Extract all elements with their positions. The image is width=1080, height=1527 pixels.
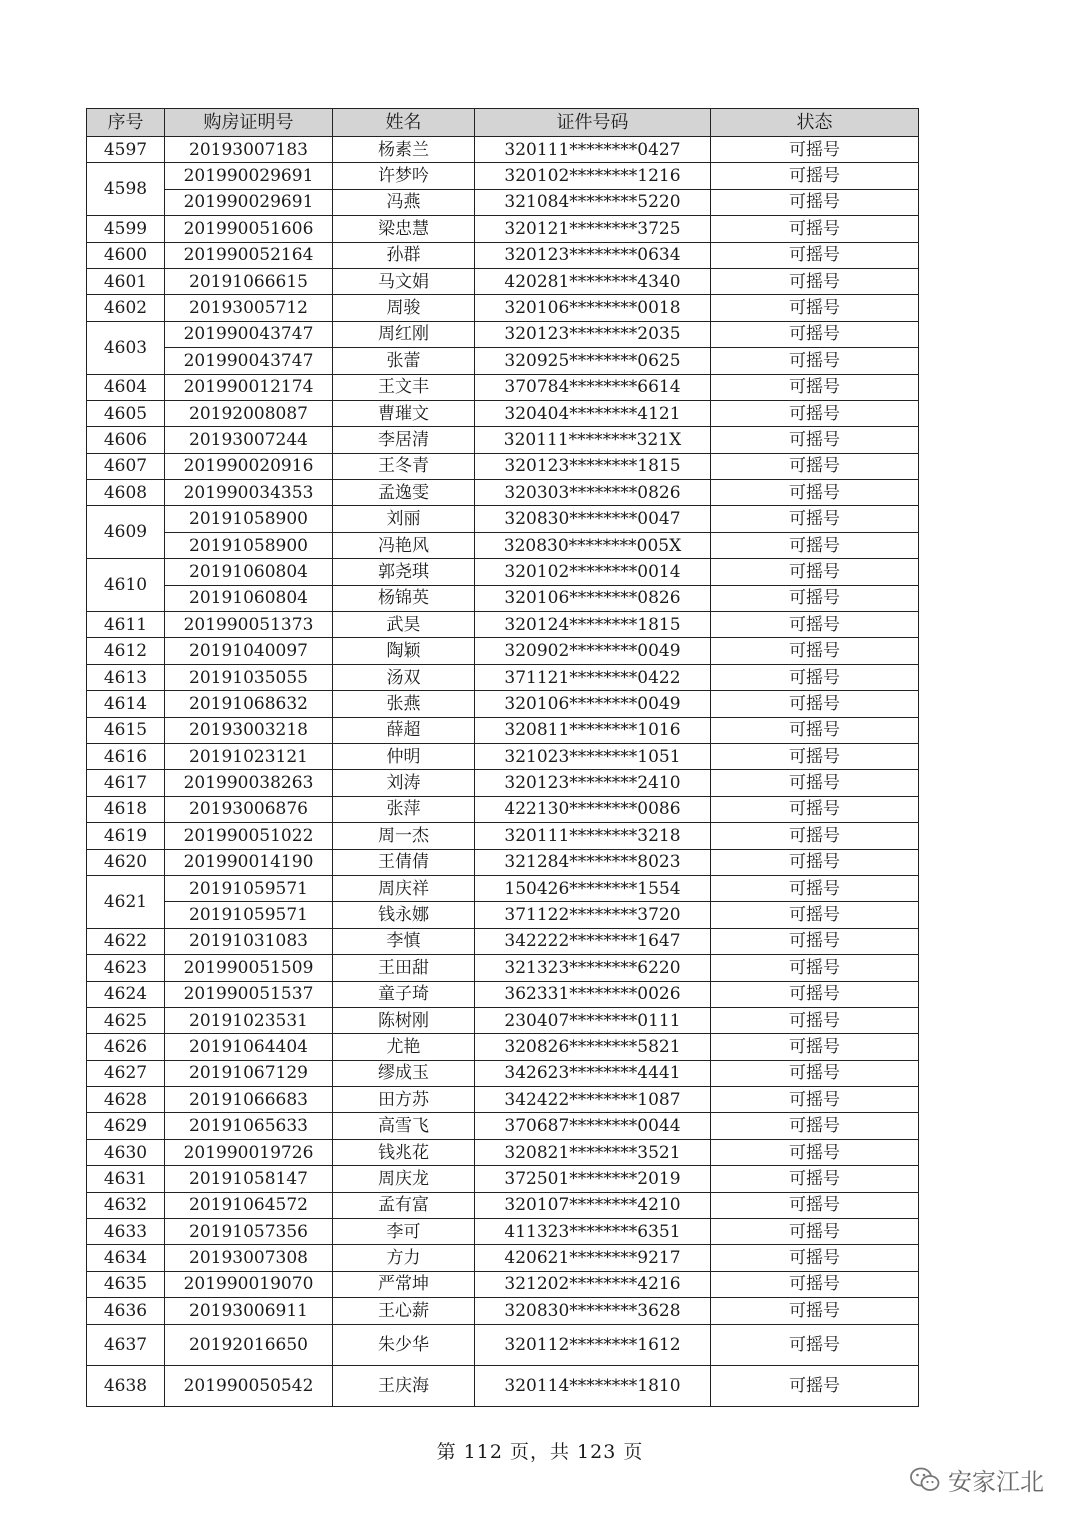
cell-seq: 4617	[87, 770, 165, 796]
cell-status: 可摇号	[711, 1113, 919, 1139]
cell-name: 孙群	[333, 242, 475, 268]
cell-name: 周一杰	[333, 823, 475, 849]
table-row	[87, 664, 919, 690]
cell-name: 方力	[333, 1245, 475, 1271]
cell-id: 371121********0422	[475, 664, 711, 690]
cell-id: 420621********9217	[475, 1245, 711, 1271]
cell-id: 342222********1647	[475, 928, 711, 954]
table-row	[87, 242, 919, 268]
table-row	[87, 348, 919, 374]
table-row	[87, 770, 919, 796]
cell-id: 342422********1087	[475, 1087, 711, 1113]
cell-name: 杨素兰	[333, 137, 475, 163]
table-row	[87, 691, 919, 717]
cell-id: 320902********0049	[475, 638, 711, 664]
cell-status: 可摇号	[711, 453, 919, 479]
table-row	[87, 189, 919, 215]
table-row	[87, 506, 919, 532]
table-row	[87, 743, 919, 769]
cell-seq: 4622	[87, 928, 165, 954]
cell-cert: 20191058900	[165, 506, 333, 532]
cell-cert: 20191040097	[165, 638, 333, 664]
cell-id: 320821********3521	[475, 1139, 711, 1165]
cell-seq: 4613	[87, 664, 165, 690]
cell-name: 杨锦英	[333, 585, 475, 611]
cell-seq: 4606	[87, 427, 165, 453]
cell-cert: 201990043747	[165, 321, 333, 347]
cell-cert: 20192008087	[165, 400, 333, 426]
table-row	[87, 216, 919, 242]
cell-cert: 20191023121	[165, 743, 333, 769]
cell-status: 可摇号	[711, 1298, 919, 1324]
table-row	[87, 796, 919, 822]
cell-cert: 20191064404	[165, 1034, 333, 1060]
cell-name: 田方苏	[333, 1087, 475, 1113]
cell-seq: 4603	[87, 321, 165, 374]
cell-name: 刘涛	[333, 770, 475, 796]
watermark-text: 安家江北	[948, 1468, 1044, 1496]
cell-id: 320114********1810	[475, 1365, 711, 1406]
cell-cert: 201990052164	[165, 242, 333, 268]
cell-name: 陈树刚	[333, 1007, 475, 1033]
cell-id: 320811********1016	[475, 717, 711, 743]
cell-status: 可摇号	[711, 717, 919, 743]
cell-seq: 4629	[87, 1113, 165, 1139]
cell-seq: 4634	[87, 1245, 165, 1271]
cell-seq: 4623	[87, 955, 165, 981]
cell-status: 可摇号	[711, 664, 919, 690]
table-row	[87, 638, 919, 664]
table-row	[87, 532, 919, 558]
cell-name: 李慎	[333, 928, 475, 954]
cell-seq: 4631	[87, 1166, 165, 1192]
header-id: 证件号码	[475, 109, 711, 137]
cell-cert: 20193007244	[165, 427, 333, 453]
cell-status: 可摇号	[711, 321, 919, 347]
table-header-row	[87, 109, 919, 137]
cell-cert: 201990029691	[165, 163, 333, 189]
cell-seq: 4600	[87, 242, 165, 268]
cell-status: 可摇号	[711, 480, 919, 506]
cell-status: 可摇号	[711, 1245, 919, 1271]
cell-name: 陶颖	[333, 638, 475, 664]
table-row	[87, 268, 919, 294]
watermark	[910, 1462, 1044, 1497]
cell-id: 320123********2035	[475, 321, 711, 347]
cell-id: 320106********0049	[475, 691, 711, 717]
cell-id: 321202********4216	[475, 1271, 711, 1297]
cell-cert: 20191060804	[165, 559, 333, 585]
cell-seq: 4621	[87, 875, 165, 928]
cell-cert: 20192016650	[165, 1324, 333, 1365]
cell-cert: 20191067129	[165, 1060, 333, 1086]
cell-cert: 201990043747	[165, 348, 333, 374]
cell-name: 李可	[333, 1219, 475, 1245]
table-row	[87, 585, 919, 611]
cell-status: 可摇号	[711, 506, 919, 532]
cell-status: 可摇号	[711, 1139, 919, 1165]
cell-name: 周庆祥	[333, 875, 475, 901]
cell-seq: 4625	[87, 1007, 165, 1033]
cell-cert: 20191031083	[165, 928, 333, 954]
cell-name: 薛超	[333, 717, 475, 743]
cell-status: 可摇号	[711, 612, 919, 638]
cell-id: 321023********1051	[475, 743, 711, 769]
cell-id: 320925********0625	[475, 348, 711, 374]
page-number: 第 112 页，共 123 页	[436, 1441, 644, 1463]
table-row	[87, 321, 919, 347]
cell-status: 可摇号	[711, 189, 919, 215]
cell-id: 320106********0018	[475, 295, 711, 321]
cell-id: 422130********0086	[475, 796, 711, 822]
table-row	[87, 427, 919, 453]
cell-name: 周红刚	[333, 321, 475, 347]
cell-seq: 4632	[87, 1192, 165, 1218]
cell-name: 尤艳	[333, 1034, 475, 1060]
cell-cert: 20191068632	[165, 691, 333, 717]
cell-name: 马文娟	[333, 268, 475, 294]
cell-status: 可摇号	[711, 691, 919, 717]
cell-seq: 4611	[87, 612, 165, 638]
cell-status: 可摇号	[711, 216, 919, 242]
cell-status: 可摇号	[711, 585, 919, 611]
header-cert: 购房证明号	[165, 109, 333, 137]
cell-seq: 4618	[87, 796, 165, 822]
table-row	[87, 559, 919, 585]
cell-name: 孟有富	[333, 1192, 475, 1218]
cell-status: 可摇号	[711, 849, 919, 875]
cell-seq: 4598	[87, 163, 165, 216]
cell-id: 321084********5220	[475, 189, 711, 215]
cell-id: 150426********1554	[475, 875, 711, 901]
cell-name: 缪成玉	[333, 1060, 475, 1086]
cell-cert: 201990050542	[165, 1365, 333, 1406]
table-row	[87, 849, 919, 875]
cell-cert: 20193007308	[165, 1245, 333, 1271]
cell-status: 可摇号	[711, 1271, 919, 1297]
table-row	[87, 453, 919, 479]
cell-seq: 4602	[87, 295, 165, 321]
cell-status: 可摇号	[711, 638, 919, 664]
housing-lottery-table	[86, 108, 919, 1407]
cell-seq: 4599	[87, 216, 165, 242]
table-row	[87, 1060, 919, 1086]
cell-id: 420281********4340	[475, 268, 711, 294]
cell-status: 可摇号	[711, 400, 919, 426]
cell-id: 372501********2019	[475, 1166, 711, 1192]
cell-id: 320404********4121	[475, 400, 711, 426]
cell-id: 320111********321X	[475, 427, 711, 453]
cell-status: 可摇号	[711, 1219, 919, 1245]
table-row	[87, 1298, 919, 1324]
cell-seq: 4630	[87, 1139, 165, 1165]
cell-name: 武昊	[333, 612, 475, 638]
cell-seq: 4607	[87, 453, 165, 479]
cell-id: 320111********3218	[475, 823, 711, 849]
table-row	[87, 1219, 919, 1245]
cell-id: 320107********4210	[475, 1192, 711, 1218]
cell-cert: 20191066683	[165, 1087, 333, 1113]
cell-id: 320102********0014	[475, 559, 711, 585]
table-row	[87, 295, 919, 321]
cell-seq: 4637	[87, 1324, 165, 1365]
cell-cert: 201990051509	[165, 955, 333, 981]
cell-id: 320830********005X	[475, 532, 711, 558]
cell-name: 周骏	[333, 295, 475, 321]
cell-id: 320106********0826	[475, 585, 711, 611]
cell-status: 可摇号	[711, 1007, 919, 1033]
cell-cert: 201990019070	[165, 1271, 333, 1297]
cell-cert: 20191066615	[165, 268, 333, 294]
cell-seq: 4638	[87, 1365, 165, 1406]
cell-seq: 4626	[87, 1034, 165, 1060]
cell-name: 张燕	[333, 691, 475, 717]
cell-status: 可摇号	[711, 875, 919, 901]
cell-status: 可摇号	[711, 955, 919, 981]
table-row	[87, 1324, 919, 1365]
cell-seq: 4615	[87, 717, 165, 743]
cell-status: 可摇号	[711, 1060, 919, 1086]
cell-id: 320303********0826	[475, 480, 711, 506]
table-row	[87, 1245, 919, 1271]
cell-seq: 4627	[87, 1060, 165, 1086]
table-row	[87, 902, 919, 928]
table-row	[87, 981, 919, 1007]
cell-seq: 4601	[87, 268, 165, 294]
header-name: 姓名	[333, 109, 475, 137]
cell-status: 可摇号	[711, 796, 919, 822]
cell-status: 可摇号	[711, 268, 919, 294]
cell-cert: 201990020916	[165, 453, 333, 479]
table-row	[87, 823, 919, 849]
cell-status: 可摇号	[711, 902, 919, 928]
cell-status: 可摇号	[711, 743, 919, 769]
cell-seq: 4610	[87, 559, 165, 612]
table-row	[87, 1087, 919, 1113]
cell-seq: 4604	[87, 374, 165, 400]
table-row	[87, 1365, 919, 1406]
cell-id: 321284********8023	[475, 849, 711, 875]
cell-name: 刘丽	[333, 506, 475, 532]
cell-status: 可摇号	[711, 374, 919, 400]
cell-seq: 4614	[87, 691, 165, 717]
cell-cert: 20191065633	[165, 1113, 333, 1139]
cell-id: 411323********6351	[475, 1219, 711, 1245]
cell-cert: 20191059571	[165, 902, 333, 928]
wechat-icon	[910, 1467, 940, 1493]
cell-seq: 4619	[87, 823, 165, 849]
cell-id: 370784********6614	[475, 374, 711, 400]
cell-name: 许梦吟	[333, 163, 475, 189]
cell-id: 230407********0111	[475, 1007, 711, 1033]
cell-name: 郭尧琪	[333, 559, 475, 585]
cell-seq: 4636	[87, 1298, 165, 1324]
cell-name: 王冬青	[333, 453, 475, 479]
cell-name: 王心薪	[333, 1298, 475, 1324]
cell-cert: 20193006876	[165, 796, 333, 822]
cell-cert: 20191057356	[165, 1219, 333, 1245]
cell-seq: 4635	[87, 1271, 165, 1297]
cell-cert: 20191058900	[165, 532, 333, 558]
cell-seq: 4612	[87, 638, 165, 664]
cell-name: 严常坤	[333, 1271, 475, 1297]
cell-name: 梁忠慧	[333, 216, 475, 242]
cell-status: 可摇号	[711, 1087, 919, 1113]
cell-name: 冯燕	[333, 189, 475, 215]
cell-status: 可摇号	[711, 559, 919, 585]
cell-seq: 4633	[87, 1219, 165, 1245]
table-row	[87, 400, 919, 426]
cell-id: 320830********3628	[475, 1298, 711, 1324]
table-row	[87, 1034, 919, 1060]
cell-name: 王田甜	[333, 955, 475, 981]
cell-cert: 20193007183	[165, 137, 333, 163]
cell-id: 371122********3720	[475, 902, 711, 928]
cell-cert: 20191060804	[165, 585, 333, 611]
cell-id: 320826********5821	[475, 1034, 711, 1060]
table-body	[87, 137, 919, 1407]
cell-status: 可摇号	[711, 532, 919, 558]
table-row	[87, 137, 919, 163]
cell-name: 钱永娜	[333, 902, 475, 928]
cell-seq: 4609	[87, 506, 165, 559]
table-row	[87, 480, 919, 506]
cell-name: 孟逸雯	[333, 480, 475, 506]
cell-cert: 201990019726	[165, 1139, 333, 1165]
cell-cert: 201990014190	[165, 849, 333, 875]
cell-status: 可摇号	[711, 928, 919, 954]
cell-cert: 20193006911	[165, 1298, 333, 1324]
cell-cert: 20191064572	[165, 1192, 333, 1218]
table-row	[87, 875, 919, 901]
cell-id: 370687********0044	[475, 1113, 711, 1139]
cell-name: 王倩倩	[333, 849, 475, 875]
table-row	[87, 1007, 919, 1033]
cell-cert: 20191059571	[165, 875, 333, 901]
table-row	[87, 1192, 919, 1218]
cell-cert: 20191035055	[165, 664, 333, 690]
table-row	[87, 1113, 919, 1139]
cell-seq: 4608	[87, 480, 165, 506]
cell-id: 320123********0634	[475, 242, 711, 268]
cell-cert: 201990051606	[165, 216, 333, 242]
cell-cert: 20193003218	[165, 717, 333, 743]
cell-status: 可摇号	[711, 770, 919, 796]
cell-seq: 4616	[87, 743, 165, 769]
cell-id: 320830********0047	[475, 506, 711, 532]
table-row	[87, 374, 919, 400]
cell-name: 汤双	[333, 664, 475, 690]
cell-cert: 20193005712	[165, 295, 333, 321]
cell-name: 钱兆花	[333, 1139, 475, 1165]
cell-name: 张萍	[333, 796, 475, 822]
cell-status: 可摇号	[711, 1166, 919, 1192]
cell-seq: 4624	[87, 981, 165, 1007]
cell-cert: 201990034353	[165, 480, 333, 506]
cell-seq: 4605	[87, 400, 165, 426]
cell-cert: 201990012174	[165, 374, 333, 400]
cell-name: 冯艳风	[333, 532, 475, 558]
cell-name: 王庆海	[333, 1365, 475, 1406]
table-row	[87, 955, 919, 981]
cell-cert: 201990038263	[165, 770, 333, 796]
cell-cert: 201990051022	[165, 823, 333, 849]
table-row	[87, 1271, 919, 1297]
cell-name: 高雪飞	[333, 1113, 475, 1139]
table-row	[87, 928, 919, 954]
cell-status: 可摇号	[711, 163, 919, 189]
cell-cert: 20191058147	[165, 1166, 333, 1192]
cell-id: 320124********1815	[475, 612, 711, 638]
cell-cert: 20191023531	[165, 1007, 333, 1033]
cell-name: 仲明	[333, 743, 475, 769]
cell-cert: 201990051537	[165, 981, 333, 1007]
cell-status: 可摇号	[711, 981, 919, 1007]
table-row	[87, 612, 919, 638]
cell-status: 可摇号	[711, 823, 919, 849]
cell-seq: 4628	[87, 1087, 165, 1113]
cell-seq: 4597	[87, 137, 165, 163]
cell-name: 李居清	[333, 427, 475, 453]
cell-id: 320121********3725	[475, 216, 711, 242]
cell-status: 可摇号	[711, 1034, 919, 1060]
table-row	[87, 1139, 919, 1165]
cell-name: 张蕾	[333, 348, 475, 374]
cell-status: 可摇号	[711, 137, 919, 163]
cell-id: 321323********6220	[475, 955, 711, 981]
table-row	[87, 717, 919, 743]
cell-cert: 201990029691	[165, 189, 333, 215]
cell-status: 可摇号	[711, 1192, 919, 1218]
cell-name: 朱少华	[333, 1324, 475, 1365]
cell-cert: 201990051373	[165, 612, 333, 638]
cell-status: 可摇号	[711, 1324, 919, 1365]
cell-id: 320123********2410	[475, 770, 711, 796]
table-row	[87, 163, 919, 189]
table-row	[87, 1166, 919, 1192]
cell-name: 童子琦	[333, 981, 475, 1007]
cell-name: 曹璀文	[333, 400, 475, 426]
cell-name: 王文丰	[333, 374, 475, 400]
cell-id: 362331********0026	[475, 981, 711, 1007]
cell-status: 可摇号	[711, 427, 919, 453]
cell-seq: 4620	[87, 849, 165, 875]
cell-id: 320123********1815	[475, 453, 711, 479]
cell-status: 可摇号	[711, 1365, 919, 1406]
cell-status: 可摇号	[711, 348, 919, 374]
cell-status: 可摇号	[711, 242, 919, 268]
cell-id: 320102********1216	[475, 163, 711, 189]
cell-id: 320111********0427	[475, 137, 711, 163]
cell-id: 342623********4441	[475, 1060, 711, 1086]
cell-status: 可摇号	[711, 295, 919, 321]
cell-name: 周庆龙	[333, 1166, 475, 1192]
cell-id: 320112********1612	[475, 1324, 711, 1365]
header-status: 状态	[711, 109, 919, 137]
header-seq: 序号	[87, 109, 165, 137]
